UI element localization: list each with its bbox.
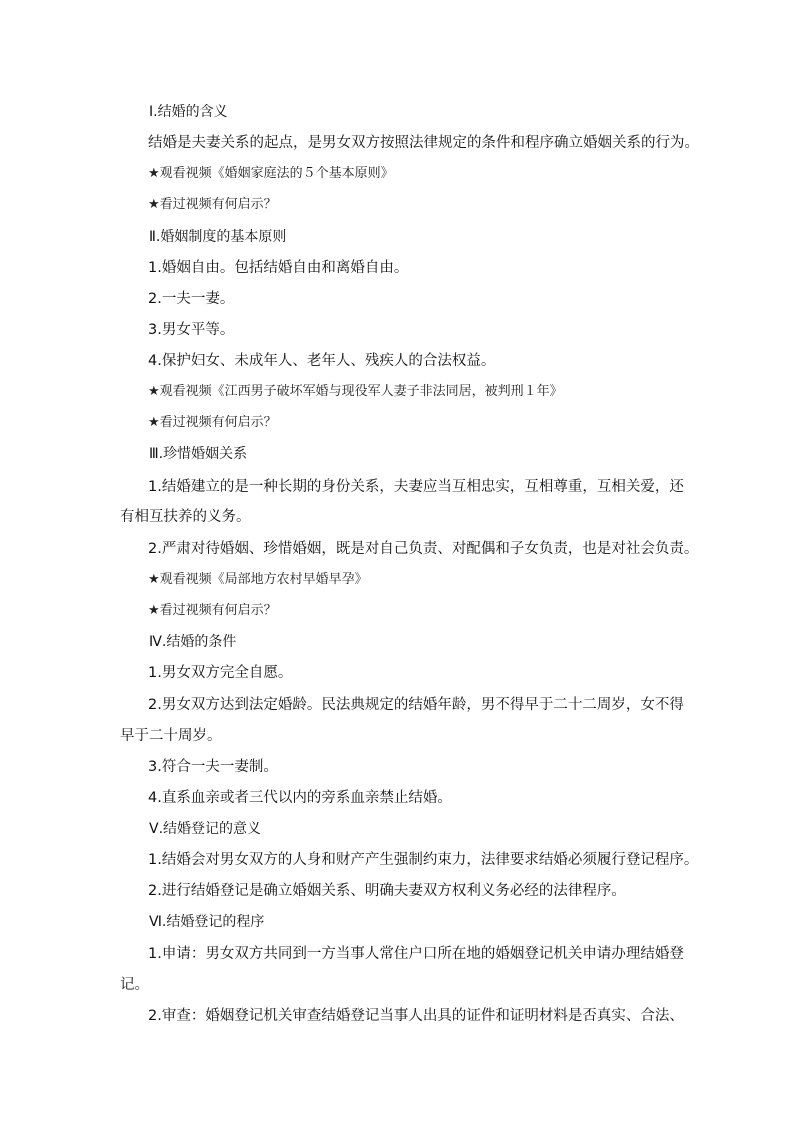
paragraph-line: 1.结婚会对男女双方的人身和财产产生强制约束力，法律要求结婚必须履行登记程序。 bbox=[148, 852, 699, 868]
paragraph-line: 2.男女双方达到法定婚龄。民法典规定的结婚年龄，男不得早于二十二周岁，女不得 bbox=[148, 697, 684, 713]
paragraph-line: 2.审查：婚姻登记机关审查结婚登记当事人出具的证件和证明材料是否真实、合法、 bbox=[148, 1008, 684, 1024]
paragraph-line: 1.结婚建立的是一种长期的身份关系，夫妻应当互相忠实，互相尊重，互相关爱，还 bbox=[148, 479, 684, 495]
video-prompt-line: ★观看视频《婚姻家庭法的５个基本原则》 bbox=[148, 166, 394, 181]
question-prompt-line: ★看过视频有何启示？ bbox=[148, 415, 277, 430]
section-heading: Ⅲ.珍惜婚姻关系 bbox=[149, 446, 248, 462]
paragraph-line-continuation: 记。 bbox=[120, 977, 149, 993]
paragraph-line: 1.男女双方完全自愿。 bbox=[148, 665, 293, 681]
paragraph-line: 2.一夫一妻。 bbox=[148, 291, 235, 307]
paragraph-line: 1.婚姻自由。包括结婚自由和离婚自由。 bbox=[148, 260, 409, 276]
paragraph-line: 1.申请：男女双方共同到一方当事人常住户口所在地的婚姻登记机关申请办理结婚登 bbox=[148, 946, 684, 962]
section-heading: Ⅵ.结婚登记的程序 bbox=[149, 914, 265, 930]
paragraph-line-continuation: 早于二十周岁。 bbox=[120, 728, 222, 744]
video-prompt-line: ★观看视频《局部地方农村早婚早孕》 bbox=[148, 572, 368, 587]
paragraph-line: 2.进行结婚登记是确立婚姻关系、明确夫妻双方权利义务必经的法律程序。 bbox=[148, 883, 626, 899]
section-heading: Ⅴ.结婚登记的意义 bbox=[149, 821, 262, 837]
paragraph-line: 3.符合一夫一妻制。 bbox=[148, 759, 278, 775]
question-prompt-line: ★看过视频有何启示？ bbox=[148, 603, 277, 618]
video-prompt-line: ★观看视频《江西男子破坏军婚与现役军人妻子非法同居，被判刑１年》 bbox=[148, 384, 563, 399]
paragraph-line: 4.直系血亲或者三代以内的旁系血亲禁止结婚。 bbox=[148, 790, 452, 806]
question-prompt-line: ★看过视频有何启示？ bbox=[148, 197, 277, 212]
paragraph-line: 2.严肃对待婚姻、珍惜婚姻，既是对自己负责、对配偶和子女负责，也是对社会负责。 bbox=[148, 541, 699, 557]
section-heading: Ⅱ.婚姻制度的基本原则 bbox=[149, 229, 287, 245]
paragraph-line-continuation: 有相互扶养的义务。 bbox=[120, 509, 251, 525]
paragraph-line: 3.男女平等。 bbox=[148, 322, 235, 338]
section-heading: Ⅰ.结婚的含义 bbox=[149, 104, 228, 120]
section-heading: Ⅳ.结婚的条件 bbox=[149, 634, 237, 650]
paragraph-line: 4.保护妇女、未成年人、老年人、残疾人的合法权益。 bbox=[148, 353, 496, 369]
paragraph-line: 结婚是夫妻关系的起点，是男女双方按照法律规定的条件和程序确立婚姻关系的行为。 bbox=[148, 135, 699, 151]
